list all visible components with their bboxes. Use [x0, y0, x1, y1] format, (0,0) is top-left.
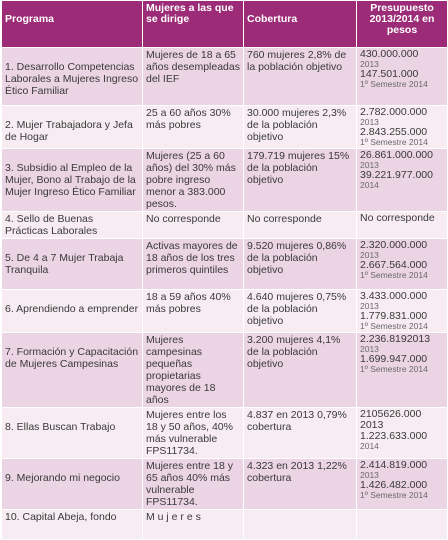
header-row: [2, 1, 448, 48]
cell-cobertura: 30.000 mujeres 2,3% de la población objetivo: [244, 106, 357, 149]
cell-presupuesto: [357, 333, 448, 408]
cell-cobertura: 760 mujeres 2,8% de la población objetivo: [244, 48, 357, 106]
cell-mujeres: 25 a 60 años 30% más pobres: [143, 106, 244, 149]
budget-period: 2013: [360, 160, 379, 170]
cell-cobertura: 4.837 en 2013 0,79% cobertura: [244, 408, 357, 459]
cell-mujeres: Mujeres de 18 a 65 años desempleadas del IEF: [143, 48, 244, 106]
budget-period: 1º Semestre 2014: [360, 490, 428, 500]
budget-period: 1º Semestre 2014: [360, 137, 428, 147]
cell-programa: 4. Sello de Buenas Prácticas Laborales: [2, 212, 143, 239]
budget-amount: 2.236.8192013: [360, 333, 431, 345]
cell-programa: 5. De 4 a 7 Mujer Trabaja Tranquila: [2, 239, 143, 290]
header-presupuesto: Presupuesto 2013/2014 en pesos: [357, 1, 448, 48]
table-row: [2, 290, 448, 333]
budget-period: 1º Semestre 2014: [360, 321, 428, 331]
budget-amount: 1.699.947.000: [360, 353, 428, 365]
budget-period: 1º Semestre 2014: [360, 270, 428, 280]
table-row: [2, 239, 448, 290]
cell-programa: 2. Mujer Trabajadora y Jefa de Hogar: [2, 106, 143, 149]
budget-period: 2014: [360, 441, 379, 451]
budget-period: 2013: [360, 344, 379, 354]
cell-cobertura: [244, 510, 357, 540]
cell-presupuesto: [357, 212, 448, 239]
cell-mujeres: Mujeres (25 a 60 años) del 30% más pobre ingreso menor a 383.000 pesos.: [143, 149, 244, 212]
cell-presupuesto: [357, 239, 448, 290]
budget-amount: 2.414.819.000: [360, 459, 428, 471]
budget-amount: 1.779.831.000: [360, 310, 428, 322]
cell-mujeres: Activas mayores de 18 años de los tres primeros quintiles: [143, 239, 244, 290]
budget-amount: 3.433.000.000: [360, 290, 428, 302]
programs-table: [1, 0, 448, 540]
cell-programa: 10. Capital Abeja, fondo: [2, 510, 143, 540]
cell-presupuesto: [357, 408, 448, 459]
cell-presupuesto: [357, 149, 448, 212]
cell-mujeres: Mujeres entre los 18 y 50 años, 40% más vulnerable FPS11734.: [143, 408, 244, 459]
budget-amount: 2.843.255.000: [360, 126, 428, 138]
cell-mujeres: Mujeres campesinas pequeñas propietarias mayores de 18 años: [143, 333, 244, 408]
cell-cobertura: No corresponde: [244, 212, 357, 239]
table-row: [2, 510, 448, 540]
budget-period: 1º Semestre 2014: [360, 364, 428, 374]
header-cobertura: Cobertura: [244, 1, 357, 48]
cell-presupuesto: [357, 459, 448, 510]
budget-amount: No corresponde: [360, 212, 435, 224]
budget-period: 2013: [360, 301, 379, 311]
budget-amount: 26.861.000.000: [360, 149, 433, 161]
table-row: [2, 408, 448, 459]
cell-mujeres: Mujeres entre 18 y 65 años 40% más vulnerable FPS11734.: [143, 459, 244, 510]
budget-amount: 2.320.000.000: [360, 239, 428, 251]
budget-amount: 1.223.633.000: [360, 430, 428, 442]
cell-presupuesto: [357, 48, 448, 106]
table-row: [2, 333, 448, 408]
header-programa: Programa: [2, 1, 143, 48]
budget-amount: 430.000.000: [360, 48, 419, 60]
budget-amount: 1.426.482.000: [360, 479, 428, 491]
cell-cobertura: 179.719 mujeres 15% de la población objetivo: [244, 149, 357, 212]
cell-programa: 7. Formación y Capacitación de Mujeres Campesinas: [2, 333, 143, 408]
cell-programa: 6. Aprendiendo a emprender: [2, 290, 143, 333]
cell-programa: 3. Subsidio al Empleo de la Mujer, Bono al Trabajo de la Mujer Ingreso Ético Familiar: [2, 149, 143, 212]
budget-period: 2013: [360, 250, 379, 260]
budget-period: 2013: [360, 59, 379, 69]
budget-amount: 147.501.000: [360, 68, 419, 80]
budget-period: 2014: [360, 180, 379, 190]
table-row: [2, 149, 448, 212]
budget-period: 1º Semestre 2014: [360, 79, 428, 89]
table-row: [2, 459, 448, 510]
cell-programa: 8. Ellas Buscan Trabajo: [2, 408, 143, 459]
cell-presupuesto: [357, 106, 448, 149]
cell-programa: 1. Desarrollo Competencias Laborales a Mujeres Ingreso Ético Familiar: [2, 48, 143, 106]
cell-cobertura: 4.640 mujeres 0,75% de la población objetivo: [244, 290, 357, 333]
budget-amount: 2.782.000.000: [360, 106, 428, 118]
budget-amount: 39.221.977.000: [360, 169, 433, 181]
table-body: [2, 48, 448, 540]
table-row: [2, 48, 448, 106]
cell-presupuesto: [357, 510, 448, 540]
budget-period: 2013: [360, 470, 379, 480]
cell-presupuesto: [357, 290, 448, 333]
cell-programa: 9. Mejorando mi negocio: [2, 459, 143, 510]
cell-cobertura: 3.200 mujeres 4,1% de la población objetivo: [244, 333, 357, 408]
budget-period: 2013: [360, 117, 379, 127]
table-row: [2, 212, 448, 239]
budget-amount: 2105626.000 2013: [360, 408, 422, 431]
cell-mujeres: M u j e r e s: [143, 510, 244, 540]
budget-amount: 2.667.564.000: [360, 259, 428, 271]
cell-cobertura: 9.520 mujeres 0,86% de la población objetivo: [244, 239, 357, 290]
cell-cobertura: 4.323 en 2013 1,22% cobertura: [244, 459, 357, 510]
table-row: [2, 106, 448, 149]
cell-mujeres: No corresponde: [143, 212, 244, 239]
header-mujeres: Mujeres a las que se dirige: [143, 1, 244, 48]
cell-mujeres: 18 a 59 años 40% más pobres: [143, 290, 244, 333]
